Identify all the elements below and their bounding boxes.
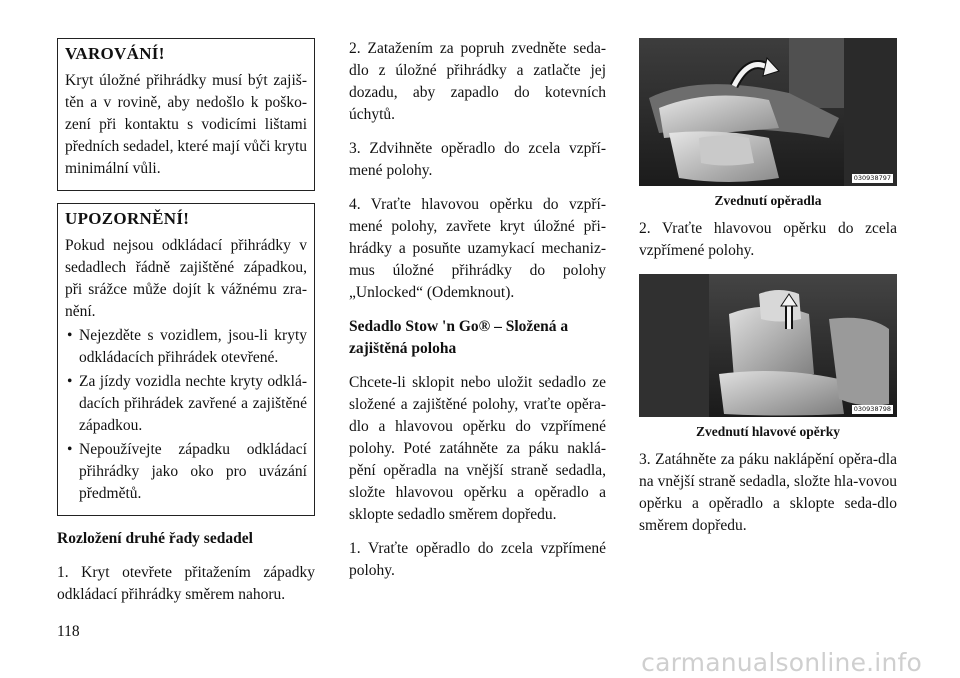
caution-text: Pokud nejsou odkládací přihrádky v sedadlech řádně zajištěné západkou, při srážce může dojít k vážnému zra-nění. [65,237,307,320]
page-number: 118 [57,623,80,640]
figure-code: 030938798 [853,405,891,413]
section-heading-stow-n-go: Sedadlo Stow 'n Go® – Složená a zajištěná poloha [349,318,569,357]
middle-column [349,38,606,594]
left-column [57,38,315,618]
figure-raise-headrest [639,274,897,417]
step-2-raise-headrest: 2. Vraťte hlavovou opěrku do zcela vzpřímené polohy. [639,220,897,259]
step-1-return-backrest: 1. Vraťte opěradlo do zcela vzpřímené polohy. [349,540,606,579]
caution-list [65,325,307,505]
figure-raise-backrest [639,38,897,186]
step-3-raise-backrest: 3. Zdvihněte opěradlo do zcela vzpří-mené polohy. [349,140,606,179]
list-item [65,371,307,437]
seat-illustration-1 [639,38,897,186]
warning-title: VAROVÁNÍ! [65,44,165,63]
caution-box [57,203,315,516]
figure-code: 030938797 [853,174,891,182]
figure-caption-2: Zvednutí hlavové opěrky [695,424,841,439]
step-1-open-cover: 1. Kryt otevřete přitažením západky odkládací přihrádky směrem nahoru. [57,564,315,603]
step-4-return-headrest: 4. Vraťte hlavovou opěrku do vzpří-mené polohy, zavřete kryt úložné při-hrádky a posuňte uzamykací mechaniz-mus úložné přihrádky do polohy „Unlocked“ (Odemknout). [349,196,606,301]
step-2-lift-seat: 2. Zatažením za popruh zvedněte seda-dlo z úložné přihrádky a zatlačte jej dozadu, aby zapadlo do kotevních úchytů. [349,40,606,123]
right-column [639,38,897,549]
watermark: carmanualsonline.info [641,648,922,677]
caution-bullet-3: • Nepoužívejte západku odkládací přihrádky jako oko pro uvázání předmětů. [79,441,307,502]
figure-caption-1: Zvednutí opěradla [714,193,822,208]
section-heading-second-row: Rozložení druhé řady sedadel [57,530,253,547]
caution-bullet-1: • Nejezděte s vozidlem, jsou-li kryty odkládacích přihrádek otevřené. [79,327,307,366]
list-item [65,325,307,369]
caution-title: UPOZORNĚNÍ! [65,209,190,228]
step-3-fold-seat: 3. Zatáhněte za páku naklápění opěra-dla na vnější straně sedadla, složte hla-vovou opěrku a opěradlo a sklopte seda-dlo směrem dopředu. [639,451,897,534]
seat-illustration-2 [639,274,897,417]
stow-paragraph: Chcete-li sklopit nebo uložit sedadlo ze složené a zajištěné polohy, vraťte opěra-dlo a hlavovou opěrku do vzpřímené polohy. Poté zatáhněte za páku naklá-pění opěradla na vnější straně sedadla, složte hlavovou opěrku a opěradlo a sklopte sedadlo směrem dopředu. [349,374,606,523]
caution-bullet-2: • Za jízdy vozidla nechte kryty odklá-dacích přihrádek zavřené a zajištěné západkou. [79,373,307,434]
warning-text: Kryt úložné přihrádky musí být zajiš-těn a v rovině, aby nedošlo k poško-zení při kontaktu s vodicími lištami předních sedadel, které mají vůči krytu minimální vůli. [65,72,307,177]
warning-box [57,38,315,191]
list-item [65,439,307,505]
